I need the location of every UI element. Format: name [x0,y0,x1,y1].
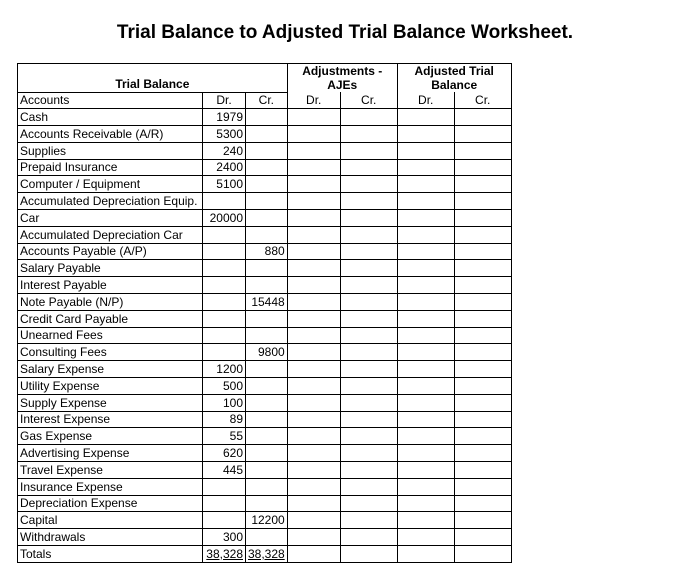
account-name-cell: Accounts Payable (A/P) [18,243,203,260]
atb-cr-cell [454,529,511,546]
tb-cr-cell [246,445,288,462]
header-adj-cr: Cr. [340,92,397,109]
table-row [18,109,512,126]
account-name-cell: Capital [18,512,203,529]
header-row-columns [18,92,512,109]
table-row [18,294,512,311]
adj-dr-cell [287,361,340,378]
tb-dr-cell [203,193,246,210]
adj-dr-cell [287,411,340,428]
tb-dr-cell [203,243,246,260]
tb-cr-cell [246,361,288,378]
account-name-cell: Credit Card Payable [18,310,203,327]
atb-dr-cell [397,243,454,260]
tb-cr-cell [246,495,288,512]
adj-dr-cell [287,310,340,327]
tb-cr-cell [246,176,288,193]
atb-dr-cell [397,428,454,445]
adj-cr-cell [340,462,397,479]
tb-cr-cell [246,327,288,344]
tb-cr-cell: 15448 [246,294,288,311]
tb-cr-cell: 9800 [246,344,288,361]
atb-dr-cell [397,529,454,546]
adj-cr-cell [340,428,397,445]
atb-dr-cell [397,210,454,227]
tb-dr-cell: 89 [203,411,246,428]
account-name-cell: Car [18,210,203,227]
atb-dr-cell [397,277,454,294]
atb-cr-cell [454,159,511,176]
adj-cr-cell [340,226,397,243]
account-name-cell: Insurance Expense [18,478,203,495]
adj-dr-cell [287,512,340,529]
atb-cr-cell [454,512,511,529]
table-row [18,411,512,428]
adj-dr-cell [287,294,340,311]
worksheet-table [17,63,512,563]
adj-dr-cell [287,327,340,344]
adj-cr-cell [340,159,397,176]
table-row [18,361,512,378]
table-row [18,260,512,277]
table-row [18,126,512,143]
adj-cr-cell [340,210,397,227]
tb-cr-cell [246,529,288,546]
table-row [18,428,512,445]
tb-dr-cell [203,327,246,344]
atb-cr-cell [454,394,511,411]
account-name-cell: Advertising Expense [18,445,203,462]
atb-cr-cell [454,327,511,344]
account-name-cell: Supplies [18,142,203,159]
totals-label: Totals [18,546,203,563]
adj-cr-cell [340,378,397,395]
tb-dr-cell: 100 [203,394,246,411]
adj-cr-cell [340,243,397,260]
adj-cr-cell [340,310,397,327]
table-row [18,378,512,395]
table-row [18,344,512,361]
account-name-cell: Salary Payable [18,260,203,277]
table-row [18,394,512,411]
header-tb-dr: Dr. [203,92,246,109]
tb-dr-cell: 1200 [203,361,246,378]
totals-cr: 38,328 [246,546,288,563]
adj-cr-cell [340,193,397,210]
table-row [18,193,512,210]
account-name-cell: Accumulated Depreciation Equip. [18,193,203,210]
atb-dr-cell [397,361,454,378]
table-row [18,310,512,327]
adj-cr-cell [340,109,397,126]
atb-cr-cell [454,226,511,243]
header-row-groups [18,64,512,93]
atb-dr-cell [397,462,454,479]
atb-dr-cell [397,512,454,529]
adj-cr-cell [340,361,397,378]
atb-cr-cell [454,176,511,193]
tb-cr-cell: 880 [246,243,288,260]
atb-dr-cell [397,378,454,395]
tb-dr-cell: 445 [203,462,246,479]
account-name-cell: Withdrawals [18,529,203,546]
tb-dr-cell [203,495,246,512]
account-name-cell: Utility Expense [18,378,203,395]
adj-dr-cell [287,344,340,361]
atb-cr-cell [454,546,511,563]
tb-dr-cell: 55 [203,428,246,445]
atb-dr-cell [397,478,454,495]
worksheet-title: Trial Balance to Adjusted Trial Balance Worksheet. [116,22,574,43]
account-name-cell: Salary Expense [18,361,203,378]
atb-dr-cell [397,495,454,512]
atb-cr-cell [454,378,511,395]
tb-dr-cell: 5100 [203,176,246,193]
totals-row [18,546,512,563]
atb-cr-cell [454,243,511,260]
tb-cr-cell [246,394,288,411]
tb-dr-cell [203,310,246,327]
atb-dr-cell [397,260,454,277]
tb-dr-cell: 240 [203,142,246,159]
atb-dr-cell [397,109,454,126]
table-row [18,327,512,344]
account-name-cell: Computer / Equipment [18,176,203,193]
atb-cr-cell [454,109,511,126]
account-name-cell: Consulting Fees [18,344,203,361]
table-row [18,462,512,479]
table-row [18,529,512,546]
atb-dr-cell [397,159,454,176]
account-name-cell: Travel Expense [18,462,203,479]
adj-cr-cell [340,344,397,361]
tb-cr-cell [246,378,288,395]
tb-cr-cell [246,159,288,176]
totals-dr: 38,328 [203,546,246,563]
adj-dr-cell [287,210,340,227]
atb-dr-cell [397,310,454,327]
atb-dr-cell [397,193,454,210]
atb-cr-cell [454,495,511,512]
tb-cr-cell [246,210,288,227]
atb-dr-cell [397,142,454,159]
adj-dr-cell [287,260,340,277]
header-trial-balance [18,64,288,93]
tb-dr-cell [203,277,246,294]
tb-dr-cell: 500 [203,378,246,395]
account-name-cell: Interest Expense [18,411,203,428]
tb-cr-cell [246,226,288,243]
adj-dr-cell [287,277,340,294]
adj-dr-cell [287,445,340,462]
account-name-cell: Supply Expense [18,394,203,411]
atb-cr-cell [454,462,511,479]
tb-cr-cell [246,109,288,126]
account-name-cell: Cash [18,109,203,126]
tb-cr-cell [246,428,288,445]
atb-cr-cell [454,361,511,378]
adj-dr-cell [287,176,340,193]
adj-dr-cell [287,193,340,210]
table-row [18,243,512,260]
adj-cr-cell [340,176,397,193]
atb-cr-cell [454,428,511,445]
table-row [18,176,512,193]
trial-balance-label: Trial Balance [115,76,190,91]
atb-dr-cell [397,327,454,344]
tb-dr-cell: 620 [203,445,246,462]
adj-cr-cell [340,327,397,344]
header-atb-dr: Dr. [397,92,454,109]
adj-dr-cell [287,142,340,159]
atb-cr-cell [454,193,511,210]
adj-dr-cell [287,529,340,546]
tb-cr-cell [246,193,288,210]
table-row [18,277,512,294]
atb-dr-cell [397,546,454,563]
tb-dr-cell: 1979 [203,109,246,126]
adj-cr-cell [340,260,397,277]
adj-cr-cell [340,478,397,495]
adj-dr-cell [287,495,340,512]
header-atb-cr: Cr. [454,92,511,109]
atb-cr-cell [454,411,511,428]
tb-dr-cell [203,260,246,277]
adj-dr-cell [287,159,340,176]
atb-dr-cell [397,126,454,143]
atb-dr-cell [397,445,454,462]
table-row [18,512,512,529]
tb-dr-cell [203,226,246,243]
account-name-cell: Accounts Receivable (A/R) [18,126,203,143]
account-name-cell: Note Payable (N/P) [18,294,203,311]
atb-cr-cell [454,478,511,495]
adj-dr-cell [287,394,340,411]
header-accounts: Accounts [18,92,203,109]
adj-dr-cell [287,546,340,563]
atb-cr-cell [454,310,511,327]
tb-dr-cell [203,344,246,361]
adj-dr-cell [287,378,340,395]
adj-cr-cell [340,445,397,462]
table-row [18,210,512,227]
adj-cr-cell [340,277,397,294]
tb-cr-cell [246,478,288,495]
tb-cr-cell [246,462,288,479]
account-name-cell: Unearned Fees [18,327,203,344]
atb-dr-cell [397,294,454,311]
tb-dr-cell: 2400 [203,159,246,176]
tb-cr-cell [246,126,288,143]
atb-dr-cell [397,226,454,243]
tb-dr-cell: 20000 [203,210,246,227]
tb-dr-cell: 300 [203,529,246,546]
atb-cr-cell [454,344,511,361]
adj-cr-cell [340,529,397,546]
adj-dr-cell [287,109,340,126]
tb-cr-cell [246,411,288,428]
table-row [18,159,512,176]
header-adj-dr: Dr. [287,92,340,109]
header-adjustments: Adjustments - AJEs [287,64,397,93]
adj-dr-cell [287,478,340,495]
atb-cr-cell [454,277,511,294]
adj-dr-cell [287,243,340,260]
adj-dr-cell [287,428,340,445]
atb-cr-cell [454,142,511,159]
table-row [18,445,512,462]
tb-cr-cell [246,260,288,277]
adj-dr-cell [287,126,340,143]
header-adjusted-trial-balance: Adjusted Trial Balance [397,64,511,93]
atb-dr-cell [397,176,454,193]
atb-cr-cell [454,260,511,277]
atb-cr-cell [454,294,511,311]
adj-cr-cell [340,512,397,529]
table-row [18,478,512,495]
adj-cr-cell [340,142,397,159]
table-row [18,226,512,243]
adj-cr-cell [340,294,397,311]
tb-dr-cell [203,294,246,311]
atb-dr-cell [397,394,454,411]
tb-cr-cell [246,142,288,159]
header-tb-cr: Cr. [246,92,288,109]
atb-cr-cell [454,126,511,143]
tb-dr-cell [203,478,246,495]
account-name-cell: Interest Payable [18,277,203,294]
adj-dr-cell [287,226,340,243]
account-name-cell: Gas Expense [18,428,203,445]
adj-cr-cell [340,546,397,563]
table-row [18,495,512,512]
atb-cr-cell [454,445,511,462]
adj-dr-cell [287,462,340,479]
account-name-cell: Prepaid Insurance [18,159,203,176]
tb-cr-cell [246,310,288,327]
table-row [18,142,512,159]
adj-cr-cell [340,126,397,143]
tb-cr-cell: 12200 [246,512,288,529]
adj-cr-cell [340,411,397,428]
atb-dr-cell [397,411,454,428]
adj-cr-cell [340,394,397,411]
tb-dr-cell: 5300 [203,126,246,143]
atb-dr-cell [397,344,454,361]
account-name-cell: Accumulated Depreciation Car [18,226,203,243]
tb-dr-cell [203,512,246,529]
tb-cr-cell [246,277,288,294]
account-name-cell: Depreciation Expense [18,495,203,512]
adj-cr-cell [340,495,397,512]
atb-cr-cell [454,210,511,227]
